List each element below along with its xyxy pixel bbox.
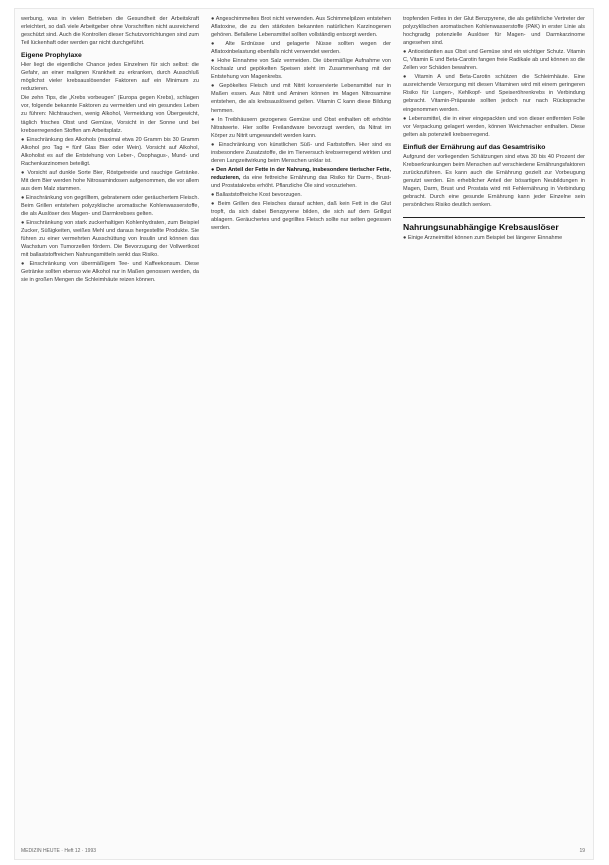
- bullet-item-emphasis: [211, 166, 391, 190]
- bullet-item: ● Einschränkung von stark zuckerhaltigen Kohlenhydraten, zum Beispiel Zucker, Süßigkeiten, weißes Mehl und daraus hergestellte Produkte. Sie führen zu einer vermehrten Ausschüttung von Insulin und können das Wachstum von Tumorzellen fördern. Die Bevorzugung der Vollwertkost mit ballaststoffreichen Nahrungsmitteln senkt das Risiko.: [21, 220, 199, 259]
- bullet-item: ● Einschränkung des Alkohols (maximal etwa 20 Gramm bis 30 Gramm Alkohol pro Tag = fünf Glas Bier oder Wein). Vorsicht auf Alkohol, Alkoholist es auf die Entstehung von Leber-, Ösophagus-, Mund- und Rachenkarzinomen beteiligt.: [21, 136, 199, 167]
- bullet-item: ● Vorsicht auf dunkle Sorte Bier, Röstgetreide und rauchige Getränke. Mit dem Bier werden hohe Nitrosamindosen aufgenommen, die vor allem aus dem Malz stammen.: [21, 169, 199, 192]
- text-column-2: [211, 15, 391, 233]
- page-footer: [21, 848, 585, 854]
- section-heading: Eigene Prophylaxe: [21, 52, 82, 60]
- paragraph: Die zehn Tips, die „Krebs vorbeugen“ (Europa gegen Krebs), schlagen vor, folgende bekannte Faktoren zu vermeiden und ein gesundes Leben zu führen: Nichtrauchen, wenig Alkohol, Vermeidung von Übergewicht, täglich frisches Obst und Gemüse, Vorsicht in der Sonne und bei krebserregenden Stoffen am Arbeitsplatz.: [21, 95, 199, 134]
- bullet-item: ● Antioxidantien aus Obst und Gemüse sind ein wichtiger Schutz. Vitamin C, Vitamin E und Beta-Carotin fangen freie Radikale ab und können so die Zellen vor Schäden bewahren.: [403, 49, 585, 72]
- section-heading-large: Nahrungsunabhängige Krebsauslöser: [403, 222, 559, 233]
- bullet-item: ● Angeschimmeltes Brot nicht verwenden. Aus Schimmelpilzen entstehen Aflatoxine, die zu den stärksten bekannten natürlichen Karzinogenen gehören. Befallene Lebensmittel sollten vollständig entsorgt werden.: [211, 16, 391, 39]
- bullet-item: ● Ballaststoffreiche Kost bevorzugen.: [211, 191, 302, 198]
- paragraph: werbung, was in vielen Betrieben die Gesundheit der Arbeitskraft erleichtert, so daß viele Arbeitgeber ohne Vorschriften nicht ausreichend geschützt sind. Auch die Kontrollen dieser Schutzvorrichtungen sind zum Teil lückenhaft oder werden gar nicht durchgeführt.: [21, 16, 199, 47]
- page-number: 19: [579, 848, 585, 854]
- bullet-item: ● Einschränkung von künstlichen Süß- und Farbstoffen. Hier sind es insbesondere Zusatzstoffe, die im Tierversuch krebserregend wirkten und deren Langzeitwirkung beim Menschen unklar ist.: [211, 141, 391, 164]
- bullet-item: ● Hohe Einnahme von Salz vermeiden. Die übermäßige Aufnahme von Kochsalz und gepökelten Speisen steht im Zusammenhang mit der Entstehung von Magenkrebs.: [211, 58, 391, 81]
- bullet-item: ● In Treibhäusern gezogenes Gemüse und Obst enthalten oft erhöhte Nitratwerte. Hier sollte Freilandware bevorzugt werden, da Nitrat im Körper zu Nitrit umgewandelt werden kann.: [211, 116, 391, 139]
- bullet-item: ● Beim Grillen des Fleisches darauf achten, daß kein Fett in die Glut tropft, da sich dabei Benzpyrene bilden, die sich auf dem Grillgut ablagern. Geräuchertes und gegrilltes Fleisch sollte nur selten gegessen werden.: [211, 201, 391, 232]
- text-column-1: [21, 15, 199, 285]
- bullet-item: ● Alte Erdnüsse und gelagerte Nüsse sollten wegen der Aflatoxinbelastung ebenfalls nicht verwendet werden.: [211, 41, 391, 56]
- bullet-item: ● Lebensmittel, die in einer eingepackten und von dieser entfernten Folie vor Verpackung gelagert werden, können Weichmacher enthalten. Diese gelten als potenziell krebserregend.: [403, 115, 585, 138]
- paragraph: Aufgrund der vorliegenden Schätzungen sind etwa 30 bis 40 Prozent der Krebserkrankungen beim Menschen auf verschiedene Ernährungsfaktoren zurückzuführen. Es kann auch die Ernährung gezielt zur Vorbeugung genutzt werden. Ein erheblicher Anteil der bösartigen Neubildungen in Magen, Darm, Brust und Prostata wird mit Fehlernährung in Verbindung gebracht. Durch eine gesunde Ernährung kann jeder Einzelne sein persönliches Risiko deutlich senken.: [403, 153, 585, 208]
- bullet-item: ● Einschränkung von übermäßigem Tee- und Kaffeekonsum. Diese Getränke sollten ebenso wie Alkohol nur in Maßen genossen werden, da sie in großen Mengen die Schleimhäute reizen können.: [21, 261, 199, 284]
- paragraph: tropfenden Fettes in der Glut Benzpyrene, die als gefährliche Vertreter der polyzyklischen aromatischen Kohlenwasserstoffe (PAK) in erster Linie als hochgradig potenzielle Auslöser für Magen- und Darmkarzinome angesehen sind.: [403, 16, 585, 47]
- bullet-item: ● Einige Arzneimittel können zum Beispiel bei längerer Einnahme: [403, 235, 563, 242]
- paragraph: Hier liegt die eigentliche Chance jedes Einzelnen für sich selbst: die Gefahr, an einer malignen Krankheit zu erkranken, durch Ausschluß möglichst vieler krebsauslösender Faktoren auf ein Minimum zu reduzieren.: [21, 62, 199, 93]
- section-divider: [403, 217, 585, 218]
- bullet-item: ● Vitamin A und Beta-Carotin schützen die Schleimhäute. Eine ausreichende Versorgung mit diesen Vitaminen wird mit einem geringeren Risiko für Lungen-, Kehlkopf- und Speiseröhrenkrebs in Verbindung gebracht. Vitamin-Präparate sollten jedoch nur nach Rücksprache eingenommen werden.: [403, 74, 585, 113]
- bullet-item: ● Gepökeltes Fleisch und mit Nitrit konservierte Lebensmittel nur in Maßen essen. Aus Nitrit und Aminen können im Magen Nitrosamine entstehen, die als krebsauslösend gelten. Vitamin C kann diese Bildung hemmen.: [211, 83, 391, 114]
- magazine-page: [14, 8, 594, 860]
- bullet-continuation: da eine fettreiche Ernährung das Risiko für Darm-, Brust- und Prostatakrebs erhöht. Pflanzliche Öle sind vorzuziehen.: [211, 174, 392, 189]
- text-column-3: [403, 15, 585, 243]
- bullet-item: ● Einschränkung von gegrilltem, gebratenem oder geräuchertem Fleisch. Beim Grillen entstehen polyzyklische aromatische Kohlenwasserstoffe, die als Auslöser des Magen- und Darmkrebses gelten.: [21, 194, 199, 218]
- section-heading: Einfluß der Ernährung auf das Gesamtrisiko: [403, 143, 546, 151]
- footer-source: MEDIZIN HEUTE · Heft 12 · 1993: [21, 848, 97, 854]
- emphasis-text: ● Den Anteil der Fette in der Nahrung, insbesondere tierischer Fette, reduzieren,: [211, 166, 391, 181]
